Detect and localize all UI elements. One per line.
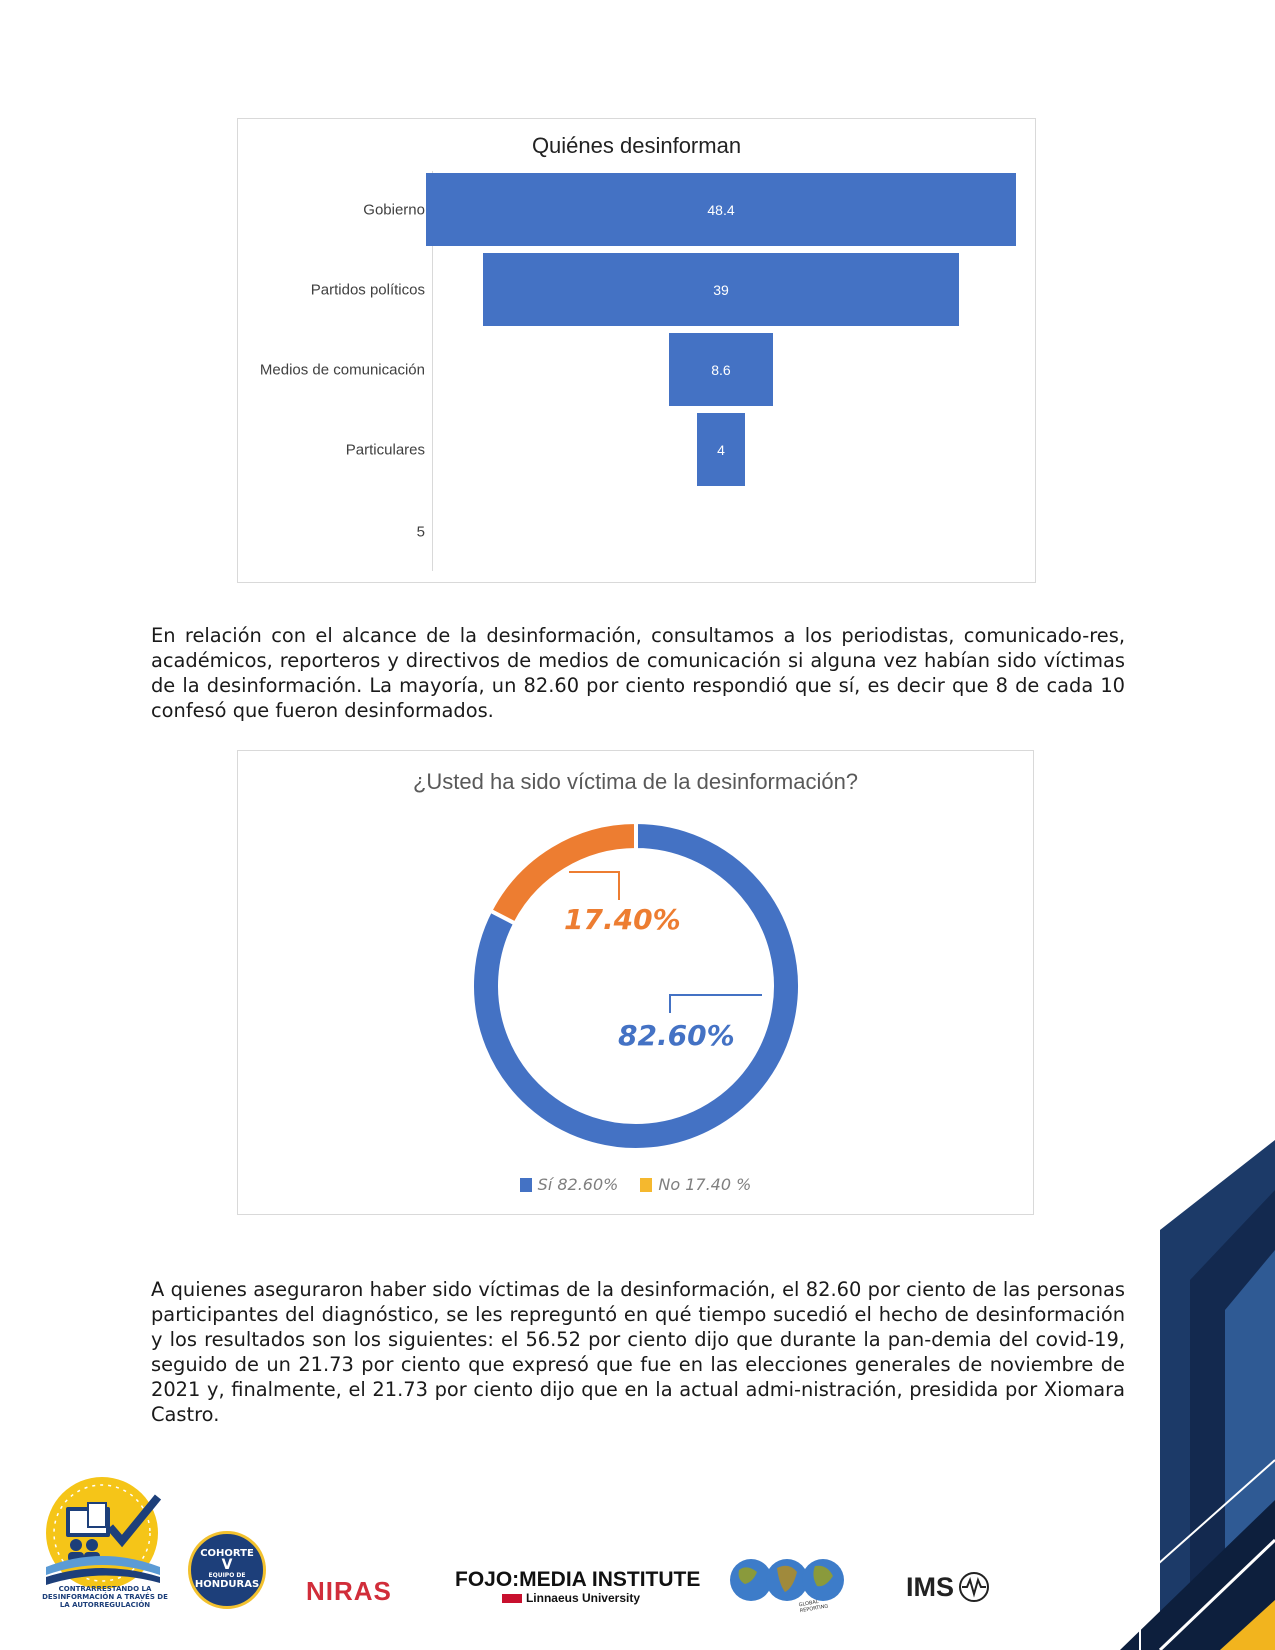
legend-swatch-si <box>520 1178 532 1192</box>
funnel-category-label: Medios de comunicación <box>259 361 425 378</box>
campaign-logo-text: CONTRARRESTANDO LA DESINFORMACIÓN A TRAVÉS DE LA AUTORREGULACIÓN <box>42 1585 168 1609</box>
global-reporting-logo <box>727 1558 849 1615</box>
chart-legend <box>238 1175 1033 1194</box>
niras-logo: NIRAS <box>306 1576 392 1606</box>
ims-logo <box>906 1571 990 1603</box>
fojo-logo-mark-icon <box>502 1594 522 1603</box>
cohorte-line1: COHORTE <box>200 1548 254 1559</box>
leader-line-si <box>670 995 762 1013</box>
donut-svg <box>238 751 1035 1216</box>
funnel-bar-value-label: 39 <box>713 281 729 298</box>
chart-title: Quiénes desinforman <box>531 133 742 158</box>
chart-title: ¿Usted ha sido víctima de la desinformación? <box>412 769 859 794</box>
paragraph-1: En relación con el alcance de la desinformación, consultamos a los periodistas, comunicado-res, académicos, reporteros y directivos de medios de comunicación si alguna vez habían sido víctimas de la desinformación. La mayoría, un 82.60 por ciento respondió que sí, es decir que 8 de cada 10 confesó que fueron desinformados. <box>151 624 1125 722</box>
funnel-bar-2 <box>669 333 774 406</box>
funnel-bar-3 <box>697 413 746 486</box>
funnel-bar-value-label: 48.4 <box>707 201 735 218</box>
data-label-no: 17.40% <box>564 903 681 936</box>
legend-label-no: No 17.40 % <box>658 1175 752 1194</box>
cohorte-logo <box>188 1531 266 1609</box>
legend-swatch-no <box>640 1178 652 1192</box>
fojo-logo <box>455 1568 701 1605</box>
corner-decoration <box>1100 1140 1275 1650</box>
cohorte-line3: EQUIPO DE <box>208 1572 246 1579</box>
funnel-category-label: Gobierno <box>363 201 425 218</box>
funnel-bar-value-label: 8.6 <box>711 361 731 378</box>
funnel-bar-value-label: 4 <box>717 441 725 458</box>
leader-line-no <box>569 872 619 900</box>
data-label-si: 82.60% <box>618 1019 735 1052</box>
legend-item-no <box>640 1175 751 1194</box>
legend-item-si <box>520 1175 619 1194</box>
funnel-category-label: Partidos políticos <box>310 281 425 298</box>
globes-logo-text: GLOBAL REPORTING <box>798 1598 829 1615</box>
fojo-logo-sub: Linnaeus University <box>525 1591 641 1605</box>
ims-wave-icon <box>958 1571 990 1603</box>
cohorte-line2: V <box>221 1557 233 1573</box>
paragraph-2: A quienes aseguraron haber sido víctimas de la desinformación, el 82.60 por ciento de las personas participantes del diagnóstico, se les repreguntó en qué tiempo sucedió el hecho de desinformación y los resultados son los siguientes: el 56.52 por ciento dijo que durante la pan-demia del covid-19, seguido de un 21.73 por ciento que expresó que fue en las elecciones generales de noviembre de 2021 y, finalmente, el 21.73 por ciento dijo que en la actual admi-nistración, presidida por Xiomara Castro. <box>151 1278 1125 1426</box>
campaign-logo <box>40 1475 170 1625</box>
axis-label-extra: 5 <box>416 523 425 541</box>
cohorte-line4: HONDURAS <box>194 1579 260 1590</box>
funnel-chart <box>237 118 1036 583</box>
ims-logo-text: IMS <box>906 1571 955 1602</box>
donut-chart <box>237 750 1034 1215</box>
funnel-bar-0 <box>426 173 1016 246</box>
legend-label-si: Sí 82.60% <box>537 1175 619 1194</box>
funnel-bar-1 <box>483 253 958 326</box>
funnel-category-label: Particulares <box>345 441 425 458</box>
fojo-logo-main: FOJO:MEDIA INSTITUTE <box>455 1568 701 1591</box>
